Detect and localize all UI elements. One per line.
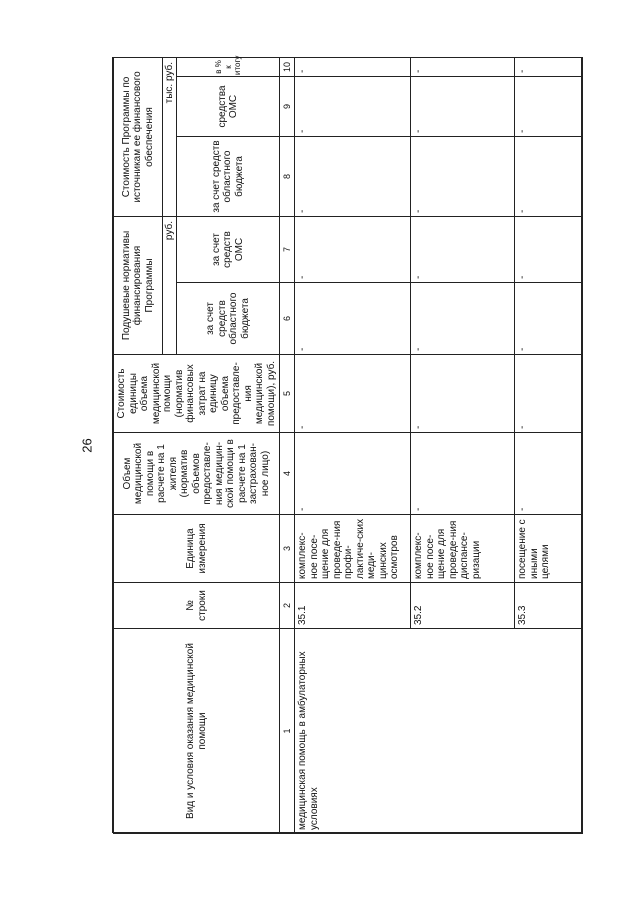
header-program-cost: Стоимость Программы по источникам ее финансового обеспечения: [114, 57, 163, 216]
row-value: -: [295, 283, 411, 355]
table-row: [295, 57, 411, 833]
col-number: 4: [280, 433, 295, 515]
section-label: медицинская помощь в амбулаторных условиях: [295, 629, 583, 834]
row-value: -: [515, 433, 583, 515]
row-unit: комплекс-ное посе-щение для проведе-ния профи-лактиче-ских меди-цинских осмотров: [295, 515, 411, 583]
row-value: -: [295, 217, 411, 283]
header-prog-budget: за счет средств областного бюджета: [177, 137, 280, 217]
column-number-row: [280, 57, 295, 833]
row-value: -: [295, 433, 411, 515]
header-percapita-budget: за счет средств областного бюджета: [177, 283, 280, 355]
col-number: 8: [280, 137, 295, 217]
row-value: -: [295, 355, 411, 433]
row-unit: посещение с иными целями: [515, 515, 583, 583]
financing-table: [113, 57, 583, 834]
rotated-table-frame: [112, 57, 582, 833]
header-percapita: Подушевые нормативы финансирования Программы: [114, 217, 163, 355]
col-number: 10: [280, 57, 295, 76]
col-number: 2: [280, 583, 295, 629]
row-number: 35.1: [295, 583, 411, 629]
row-value: -: [295, 137, 411, 217]
col-number: 7: [280, 217, 295, 283]
row-value: -: [411, 217, 515, 283]
header-prog-percent: в % к итогу: [177, 57, 280, 76]
row-value: -: [411, 355, 515, 433]
header-row-no: № строки: [114, 583, 280, 629]
table-rotation-wrapper: [113, 55, 583, 834]
row-value: -: [515, 283, 583, 355]
header-program-cost-unit: тыс. руб.: [162, 57, 177, 216]
row-value: -: [515, 137, 583, 217]
col-number: 3: [280, 515, 295, 583]
header-cost: Стоимость единицы объема медицинской помощи (норматив финансовых затрат на единицу объема предоставле-ния медицинской помощи), руб.: [114, 355, 280, 433]
header-percapita-oms: за счет средств ОМС: [177, 217, 280, 283]
col-number: 6: [280, 283, 295, 355]
col-number: 5: [280, 355, 295, 433]
row-value: -: [411, 283, 515, 355]
row-value: -: [295, 57, 411, 76]
header-volume: Объем медицинской помощи в расчете на 1 жителя (норматив объемов предоставле-ния медицин-ской помощи в расчете на 1 застрахован-ное лицо): [114, 433, 280, 515]
col-number: 9: [280, 77, 295, 137]
row-number: 35.2: [411, 583, 515, 629]
row-value: -: [515, 355, 583, 433]
header-percapita-unit: руб.: [162, 217, 177, 355]
row-value: -: [515, 217, 583, 283]
row-value: -: [515, 77, 583, 137]
row-value: -: [515, 57, 583, 76]
row-value: -: [411, 77, 515, 137]
row-value: -: [411, 137, 515, 217]
row-value: -: [411, 57, 515, 76]
row-value: -: [411, 433, 515, 515]
row-number: 35.3: [515, 583, 583, 629]
row-unit: комплекс-ное посе-щение для проведе-ния диспансе-ризации: [411, 515, 515, 583]
header-type: Вид и условия оказания медицинской помощи: [114, 629, 280, 834]
col-number: 1: [280, 629, 295, 834]
row-value: -: [295, 77, 411, 137]
header-prog-oms: средства ОМС: [177, 77, 280, 137]
page-number: 26: [79, 438, 95, 453]
header-unit: Единица измерения: [114, 515, 280, 583]
